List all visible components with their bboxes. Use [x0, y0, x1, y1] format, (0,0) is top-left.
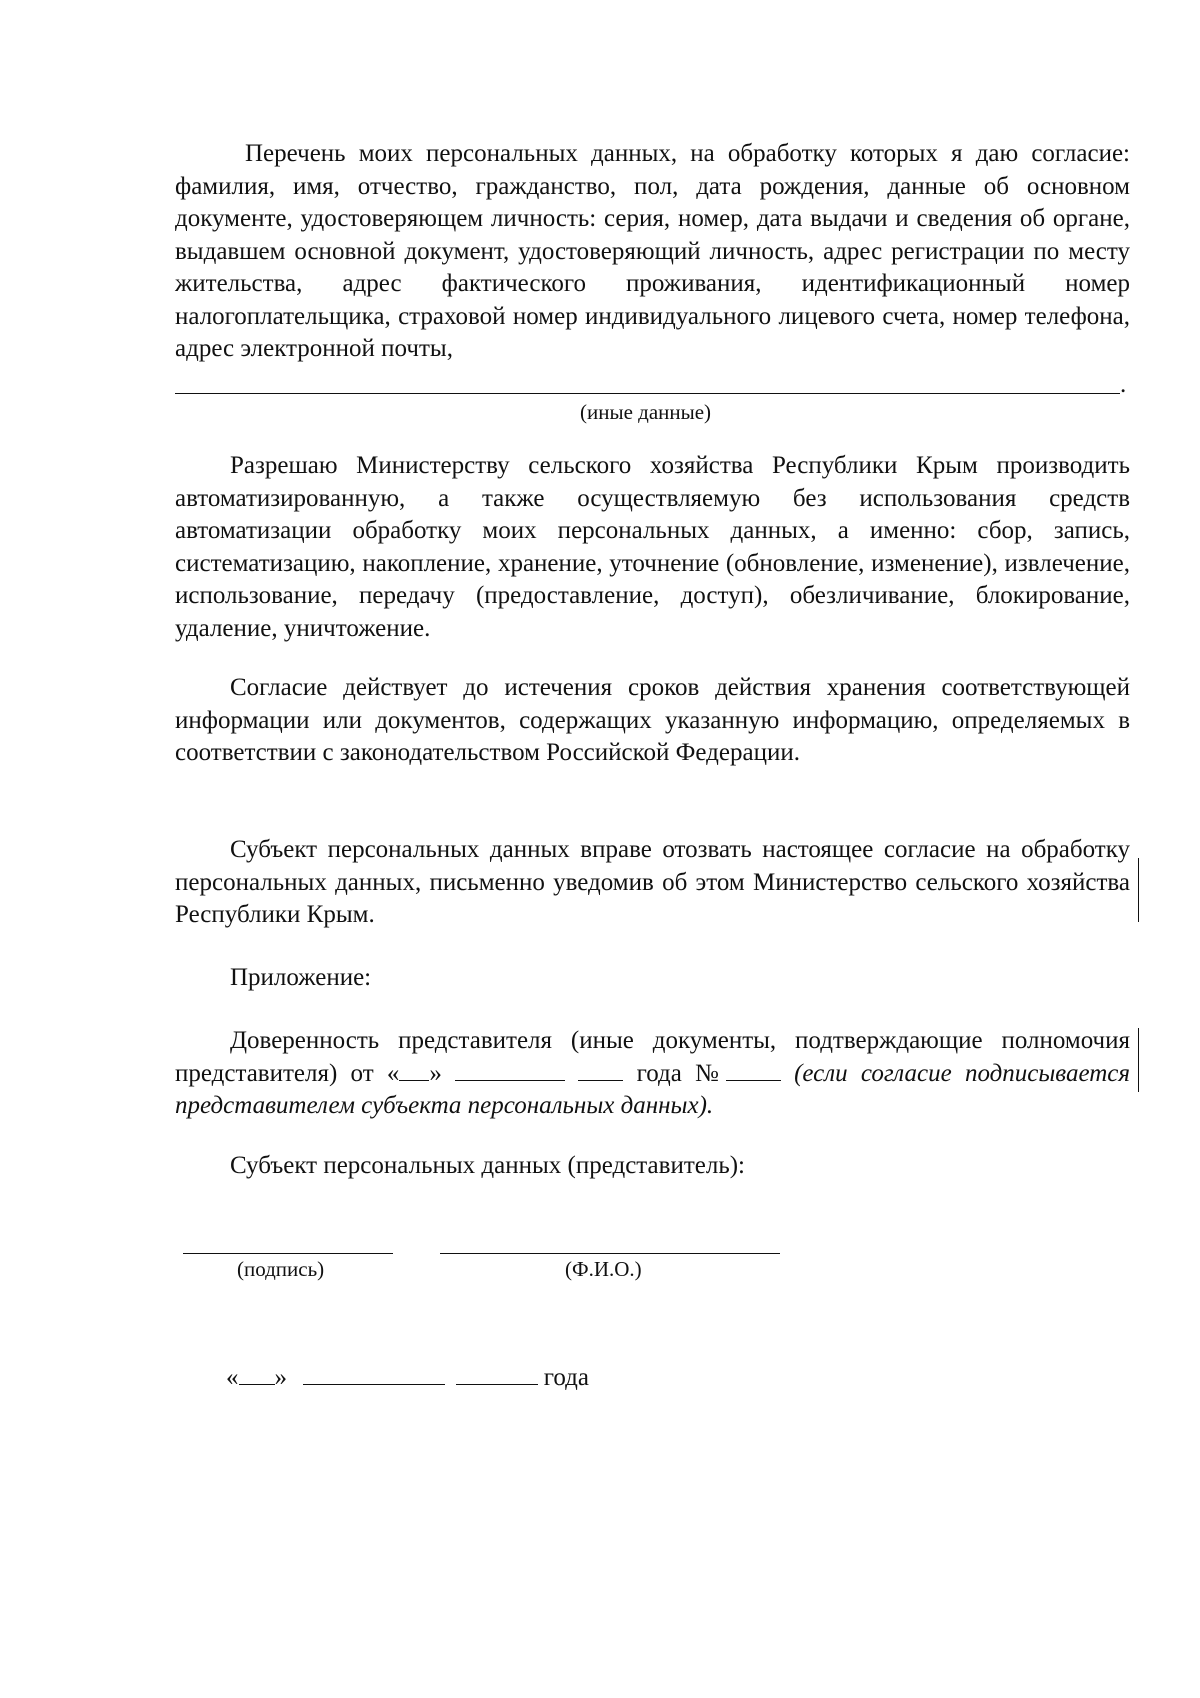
date-month-blank [303, 1362, 445, 1385]
number-blank [726, 1058, 781, 1081]
fio-caption: (Ф.И.О.) [565, 1257, 642, 1281]
appendix-heading: Приложение: [230, 964, 372, 991]
date-year-blank [456, 1362, 538, 1385]
margin-bar-2 [1138, 1028, 1139, 1092]
margin-bar [1138, 858, 1139, 922]
date-year-word: года [543, 1364, 589, 1391]
attorney-text-1: Доверенность представителя (иные документы, подтверждающие полномочия представителя) от « [175, 1027, 1130, 1087]
revocation-paragraph: Субъект персональных данных вправе отозвать настоящее согласие на обработку персональных данных, письменно уведомив об этом Министерство сельского хозяйства Республики Крым. [175, 836, 1130, 928]
attorney-italic-note: (если согласие подписывается представителем субъекта персональных данных). [175, 1059, 1131, 1119]
year-blank [578, 1058, 623, 1081]
end-dot: . [1120, 371, 1127, 398]
month-blank [455, 1058, 565, 1081]
signature-caption: (подпись) [237, 1257, 325, 1281]
personal-data-list-paragraph: Перечень моих персональных данных, на обработку которых я даю согласие: фамилия, имя, отчество, гражданство, пол, дата рождения, данные об основном документе, удостоверяющем личность: серия, номер, дата выдачи и сведения об органе, выдавшем основной документ, удостоверяющий личность, адрес регистрации по месту жительства, адрес фактического проживания, идентификационный номер налогоплательщика, страховой номер индивидуального лицевого счета, номер телефона, адрес электронной почты, [175, 140, 1130, 362]
other-data-blank-line [175, 393, 1120, 394]
day-blank [399, 1058, 429, 1081]
date-close-quote: » [274, 1364, 287, 1391]
attorney-paragraph [175, 1025, 1130, 1123]
fio-line [440, 1253, 780, 1254]
other-data-caption: (иные данные) [580, 400, 712, 424]
attorney-text-3: года № [636, 1059, 726, 1087]
attorney-text-2: » [429, 1059, 442, 1087]
permission-paragraph: Разрешаю Министерству сельского хозяйства Республики Крым производить автоматизированную, а также осуществляемую без использования средств автоматизации обработку моих персональных данных, а именно: сбор, запись, систематизацию, накопление, хранение, уточнение (обновление, изменение), извлечение, использование, передачу (предоставление, доступ), обезличивание, блокирование, удаление, уничтожение. [175, 452, 1130, 642]
date-day-blank [239, 1362, 275, 1385]
signature-line [183, 1253, 393, 1254]
date-open-quote: « [226, 1364, 239, 1391]
subject-heading: Субъект персональных данных (представитель): [230, 1152, 745, 1179]
validity-paragraph: Согласие действует до истечения сроков действия хранения соответствующей информации или документов, содержащих указанную информацию, определяемых в соответствии с законодательством Российской Федерации. [175, 674, 1130, 766]
date-line [226, 1362, 589, 1394]
